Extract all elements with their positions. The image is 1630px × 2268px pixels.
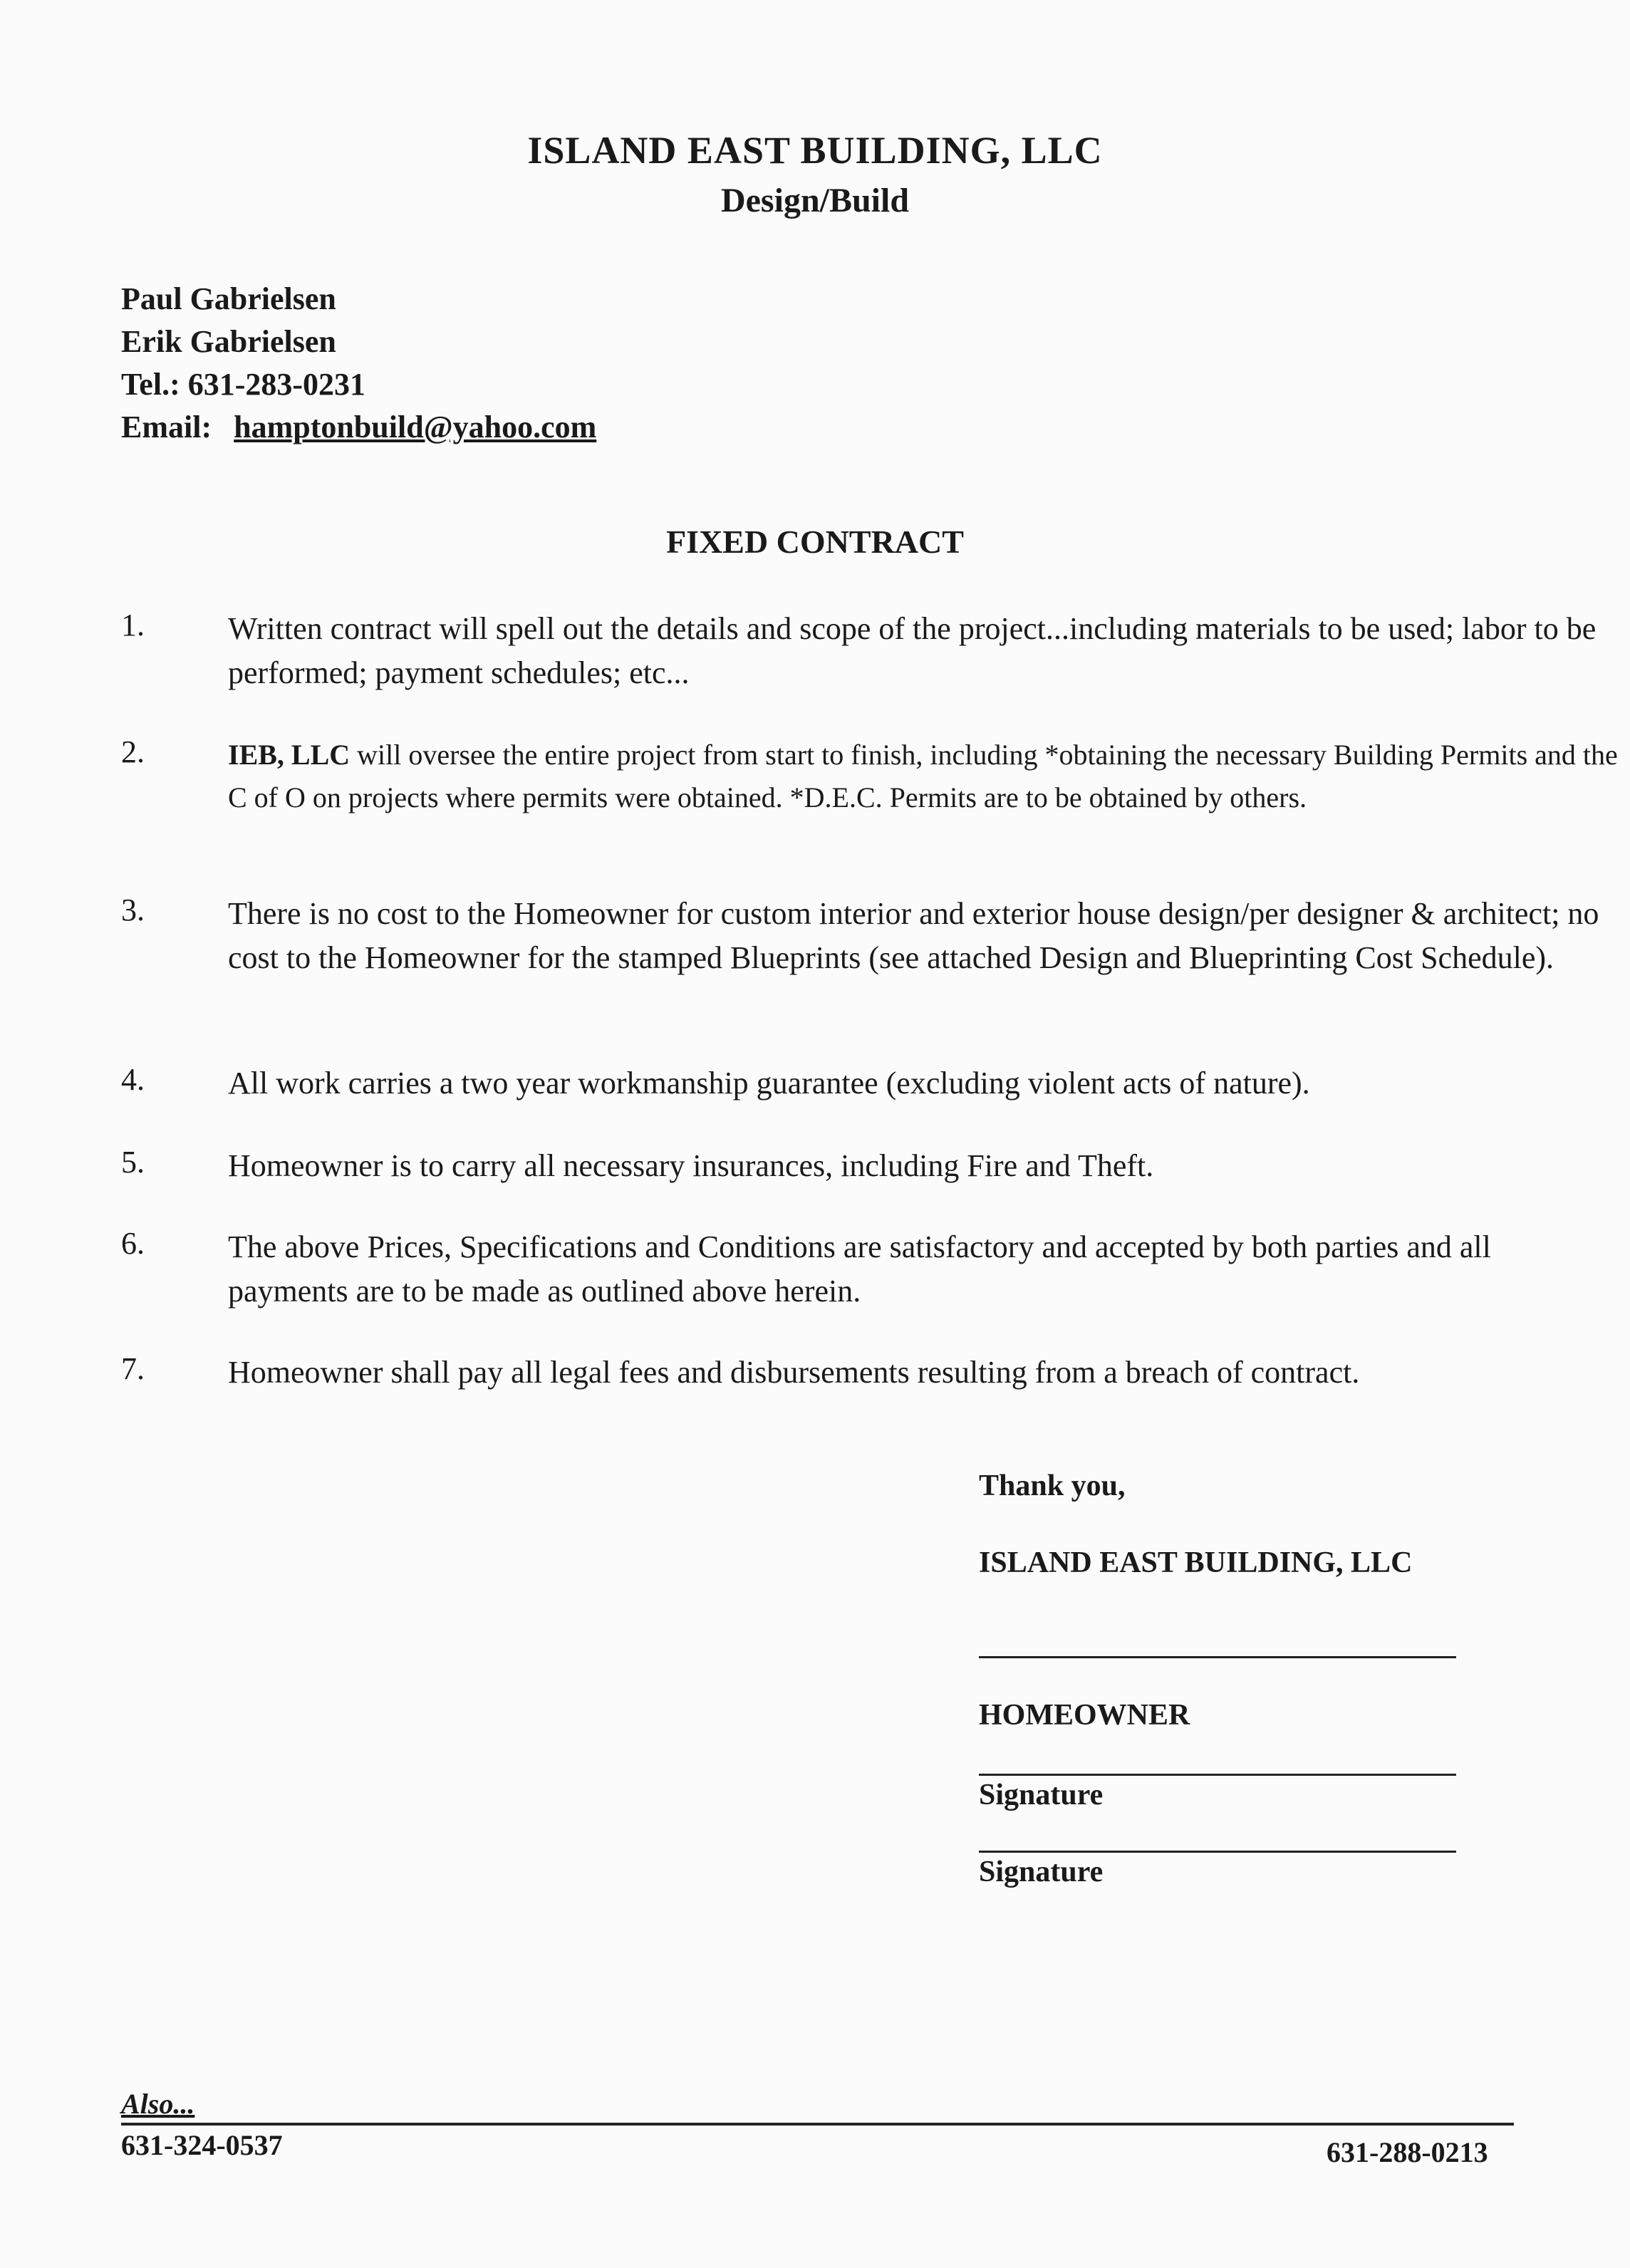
clause-text: All work carries a two year workmanship guarantee (excluding violent acts of nature). xyxy=(228,1066,1310,1101)
clause-lead: IEB, LLC xyxy=(228,739,351,771)
clause-text: The above Prices, Specifications and Conditions are satisfactory and accepted by both parties and all payments are to be made as outlined above herein. xyxy=(228,1229,1491,1309)
clause-text: Written contract will spell out the details and scope of the project...including materials to be used; labor to be performed; payment schedules; etc... xyxy=(228,611,1597,690)
footer-phone-left: 631-324-0537 xyxy=(121,2129,283,2161)
clause-text: Homeowner is to carry all necessary insurances, including Fire and Theft. xyxy=(228,1148,1154,1183)
contact-block xyxy=(121,278,596,449)
homeowner-signature-line-1[interactable] xyxy=(979,1774,1456,1776)
signature-label-1: Signature xyxy=(979,1779,1104,1811)
clause-number: 7. xyxy=(121,1351,145,1386)
company-signature-line[interactable] xyxy=(979,1656,1456,1658)
contact-email xyxy=(121,406,596,449)
clause-text: There is no cost to the Homeowner for custom interior and exterior house design/per designer & architect; no cost to the Homeowner for the stamped Blueprints (see attached Design and Blueprinting Cost Schedule). xyxy=(228,896,1599,975)
footer-divider xyxy=(121,2123,1514,2126)
contract-heading: FIXED CONTRACT xyxy=(666,524,964,560)
thank-you: Thank you, xyxy=(979,1469,1126,1502)
contact-name-2: Erik Gabrielsen xyxy=(121,324,336,359)
email-link[interactable]: hamptonbuild@yahoo.com xyxy=(234,410,597,444)
signature-label-2: Signature xyxy=(979,1856,1104,1888)
footer-also: Also... xyxy=(121,2088,195,2120)
clause-number: 6. xyxy=(121,1226,145,1261)
contact-name-1: Paul Gabrielsen xyxy=(121,281,336,316)
homeowner-signature-line-2[interactable] xyxy=(979,1851,1456,1853)
email-label: Email: xyxy=(121,410,212,444)
clause-text xyxy=(228,734,1630,819)
clause-text: Homeowner shall pay all legal fees and disbursements resulting from a breach of contract. xyxy=(228,1355,1360,1390)
clause-number: 3. xyxy=(121,893,145,927)
clause-body: will oversee the entire project from start to finish, including *obtaining the necessary Building Permits and the C of O on projects where permits were obtained. *D.E.C. Permits are to be obtained by others. xyxy=(228,739,1618,813)
clause-number: 4. xyxy=(121,1062,145,1097)
homeowner-label: HOMEOWNER xyxy=(979,1699,1190,1732)
clause-number: 2. xyxy=(121,734,145,769)
footer-phone-right: 631-288-0213 xyxy=(1327,2136,1488,2168)
clause-number: 1. xyxy=(121,608,145,643)
contact-phone xyxy=(121,363,596,406)
signoff-company: ISLAND EAST BUILDING, LLC xyxy=(979,1546,1413,1579)
company-tagline: Design/Build xyxy=(720,182,910,219)
phone-label: Tel.: xyxy=(121,367,180,402)
company-title: ISLAND EAST BUILDING, LLC xyxy=(527,129,1103,172)
clause-number: 5. xyxy=(121,1145,145,1180)
phone-number: 631-283-0231 xyxy=(187,367,366,402)
